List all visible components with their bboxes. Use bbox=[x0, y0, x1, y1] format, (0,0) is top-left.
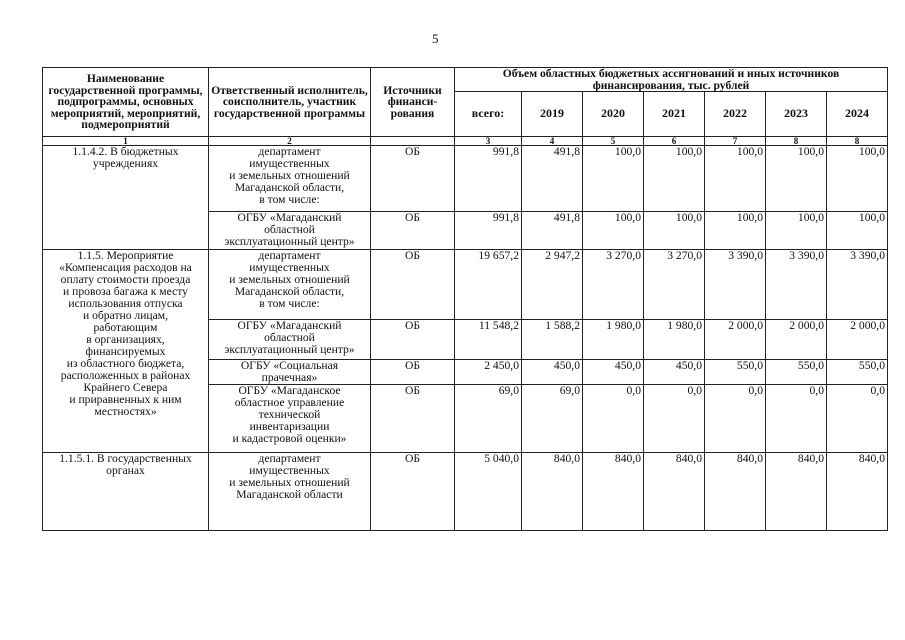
table-row bbox=[43, 453, 888, 531]
column-number: 7 bbox=[705, 137, 766, 146]
year-value-cell: 100,0 bbox=[766, 146, 827, 212]
source-cell: ОБ bbox=[371, 385, 455, 453]
year-value-cell: 840,0 bbox=[583, 453, 644, 531]
year-value-cell: 2 947,2 bbox=[522, 250, 583, 320]
item-name: 1.1.5. Мероприятие «Компенсация расходов на оплату стоимости проезда и провоза багажа к месту использования отпуска и обратно лицам, работающим в организациях, финансируемых из областного бюджета, расположенных в районах Крайнего Севера и приравненных к ним местностях» bbox=[43, 250, 209, 453]
year-value-cell: 840,0 bbox=[644, 453, 705, 531]
year-value-cell: 2 000,0 bbox=[766, 320, 827, 360]
responsible-cell: ОГБУ «Социальная прачечная» bbox=[209, 360, 371, 385]
header-sources: Источники финанси-рования bbox=[371, 68, 455, 137]
item-name: 1.1.4.2. В бюджетных учреждениях bbox=[43, 146, 209, 250]
year-value-cell: 0,0 bbox=[644, 385, 705, 453]
header-year: 2023 bbox=[766, 92, 827, 137]
budget-table bbox=[42, 67, 888, 531]
column-number: 3 bbox=[455, 137, 522, 146]
page-number: 5 bbox=[432, 31, 439, 46]
year-value-cell: 2 000,0 bbox=[827, 320, 888, 360]
year-value-cell: 3 270,0 bbox=[583, 250, 644, 320]
year-value-cell: 100,0 bbox=[644, 146, 705, 212]
responsible-cell: департамент имущественных и земельных отношений Магаданской области bbox=[209, 453, 371, 531]
year-value-cell: 3 270,0 bbox=[644, 250, 705, 320]
responsible-cell: департамент имущественных и земельных отношений Магаданской области, в том числе: bbox=[209, 250, 371, 320]
source-cell: ОБ bbox=[371, 360, 455, 385]
header-year: 2024 bbox=[827, 92, 888, 137]
header-volume: Объем областных бюджетных ассигнований и иных источников финансирования, тыс. рублей bbox=[455, 68, 888, 92]
table-row bbox=[43, 146, 888, 212]
column-number: 8 bbox=[766, 137, 827, 146]
source-cell: ОБ bbox=[371, 453, 455, 531]
header-year: 2019 bbox=[522, 92, 583, 137]
year-value-cell: 100,0 bbox=[705, 146, 766, 212]
year-value-cell: 1 980,0 bbox=[583, 320, 644, 360]
total-value-cell: 69,0 bbox=[455, 385, 522, 453]
responsible-cell: ОГБУ «Магаданский областной эксплуатационный центр» bbox=[209, 212, 371, 250]
total-value-cell: 5 040,0 bbox=[455, 453, 522, 531]
header-year: 2020 bbox=[583, 92, 644, 137]
total-value-cell: 991,8 bbox=[455, 146, 522, 212]
year-value-cell: 100,0 bbox=[827, 146, 888, 212]
year-value-cell: 2 000,0 bbox=[705, 320, 766, 360]
responsible-cell: департамент имущественных и земельных отношений Магаданской области, в том числе: bbox=[209, 146, 371, 212]
year-value-cell: 0,0 bbox=[766, 385, 827, 453]
column-number: 4 bbox=[522, 137, 583, 146]
year-value-cell: 3 390,0 bbox=[766, 250, 827, 320]
year-value-cell: 1 588,2 bbox=[522, 320, 583, 360]
year-value-cell: 100,0 bbox=[583, 146, 644, 212]
responsible-cell: ОГБУ «Магаданский областной эксплуатационный центр» bbox=[209, 320, 371, 360]
year-value-cell: 550,0 bbox=[766, 360, 827, 385]
year-value-cell: 840,0 bbox=[705, 453, 766, 531]
source-cell: ОБ bbox=[371, 250, 455, 320]
header-total: всего: bbox=[455, 92, 522, 137]
year-value-cell: 3 390,0 bbox=[827, 250, 888, 320]
year-value-cell: 840,0 bbox=[522, 453, 583, 531]
column-number: 2 bbox=[209, 137, 371, 146]
year-value-cell: 0,0 bbox=[827, 385, 888, 453]
year-value-cell: 1 980,0 bbox=[644, 320, 705, 360]
source-cell: ОБ bbox=[371, 320, 455, 360]
total-value-cell: 11 548,2 bbox=[455, 320, 522, 360]
total-value-cell: 991,8 bbox=[455, 212, 522, 250]
year-value-cell: 100,0 bbox=[583, 212, 644, 250]
year-value-cell: 0,0 bbox=[583, 385, 644, 453]
year-value-cell: 0,0 bbox=[705, 385, 766, 453]
column-number: 6 bbox=[644, 137, 705, 146]
header-name: Наименование государственной программы, подпрограммы, основных мероприятий, мероприятий, подмероприятий bbox=[43, 68, 209, 137]
year-value-cell: 550,0 bbox=[827, 360, 888, 385]
year-value-cell: 840,0 bbox=[766, 453, 827, 531]
column-number: 8 bbox=[827, 137, 888, 146]
year-value-cell: 491,8 bbox=[522, 212, 583, 250]
year-value-cell: 840,0 bbox=[827, 453, 888, 531]
source-cell: ОБ bbox=[371, 146, 455, 212]
column-number: 1 bbox=[43, 137, 209, 146]
year-value-cell: 450,0 bbox=[522, 360, 583, 385]
source-cell: ОБ bbox=[371, 212, 455, 250]
year-value-cell: 100,0 bbox=[705, 212, 766, 250]
table-row bbox=[43, 250, 888, 320]
responsible-cell: ОГБУ «Магаданское областное управление технической инвентаризации и кадастровой оценки» bbox=[209, 385, 371, 453]
year-value-cell: 3 390,0 bbox=[705, 250, 766, 320]
year-value-cell: 550,0 bbox=[705, 360, 766, 385]
total-value-cell: 2 450,0 bbox=[455, 360, 522, 385]
year-value-cell: 100,0 bbox=[827, 212, 888, 250]
column-number: 5 bbox=[583, 137, 644, 146]
total-value-cell: 19 657,2 bbox=[455, 250, 522, 320]
item-name: 1.1.5.1. В государственных органах bbox=[43, 453, 209, 531]
year-value-cell: 69,0 bbox=[522, 385, 583, 453]
header-responsible: Ответственный исполнитель, соисполнитель, участник государственной программы bbox=[209, 68, 371, 137]
year-value-cell: 450,0 bbox=[583, 360, 644, 385]
year-value-cell: 491,8 bbox=[522, 146, 583, 212]
header-year: 2021 bbox=[644, 92, 705, 137]
year-value-cell: 100,0 bbox=[766, 212, 827, 250]
header-year: 2022 bbox=[705, 92, 766, 137]
year-value-cell: 450,0 bbox=[644, 360, 705, 385]
year-value-cell: 100,0 bbox=[644, 212, 705, 250]
